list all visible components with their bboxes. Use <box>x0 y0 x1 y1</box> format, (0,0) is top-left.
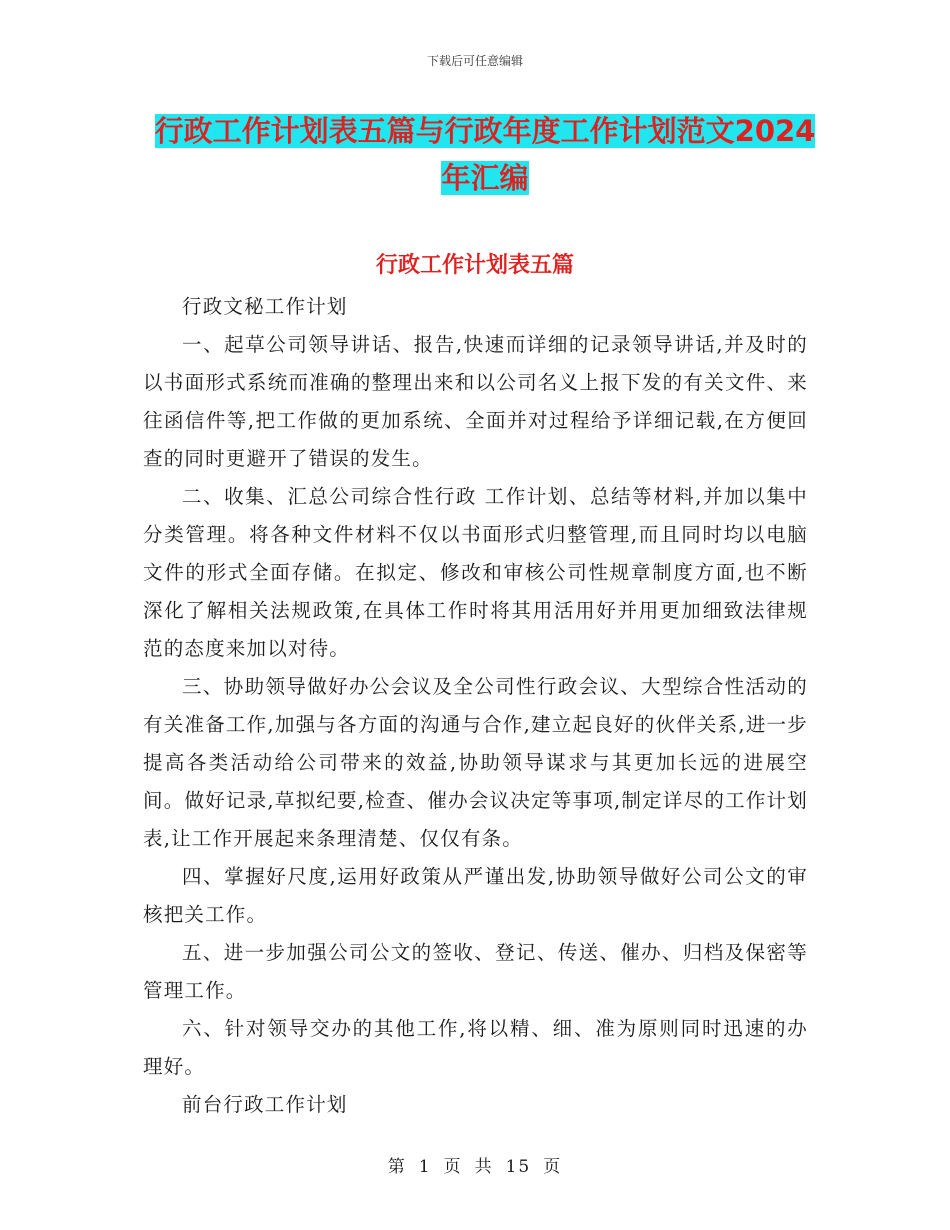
total-unit: 页 <box>543 1157 563 1177</box>
paragraph: 三、协助领导做好办公会议及全公司性行政会议、大型综合性活动的有关准备工作,加强与各方面的沟通与合作,建立起良好的伙伴关系,进一步提高各类活动给公司带来的效益,协助领导谋求与其更加长远的进展空间。做好记录,草拟纪要,检查、催办会议决定等事项,制定详尽的工作计划表,让工作开展起来条理清楚、仅仅有条。 <box>143 675 808 850</box>
paragraph: 五、进一步加强公司公文的签收、登记、传送、催办、归档及保密等管理工作。 <box>143 941 808 1002</box>
section-title: 行政工作计划表五篇 <box>375 253 574 278</box>
document-title-text: 行政工作计划表五篇与行政年度工作计划范文2024年汇编 <box>154 114 816 195</box>
document-title <box>150 108 820 202</box>
paragraph: 六、针对领导交办的其他工作,将以精、细、准为原则同时迅速的办理好。 <box>143 1017 808 1078</box>
paragraph: 四、掌握好尺度,运用好政策从严谨出发,协助领导做好公司公文的审核把关工作。 <box>143 865 808 926</box>
page-total: 15 <box>505 1157 532 1177</box>
page-footer <box>0 1152 950 1177</box>
page-number: 1 <box>418 1157 432 1177</box>
paragraph-subheading: 前台行政工作计划 <box>182 1093 348 1116</box>
paragraph: 一、起草公司领导讲话、报告,快速而详细的记录领导讲话,并及时的以书面形式系统而准确的整理出来和以公司名义上报下发的有关文件、来往函信件等,把工作做的更加系统、全面并对过程给予详细记载,在方便回查的同时更避开了错误的发生。 <box>143 333 808 470</box>
total-label: 共 <box>474 1157 494 1177</box>
page-unit: 页 <box>443 1157 463 1177</box>
page-label: 第 <box>387 1157 407 1177</box>
paragraph: 二、收集、汇总公司综合性行政 工作计划、总结等材料,并加以集中分类管理。将各种文件材料不仅以书面形式归整管理,而且同时均以电脑文件的形式全面存储。在拟定、修改和审核公司性规章制度方面,也不断深化了解相关法规政策,在具体工作时将其用活用好并用更加细致法律规范的态度来加以对待。 <box>143 485 808 660</box>
document-body <box>143 288 808 1124</box>
paragraph-subheading: 行政文秘工作计划 <box>182 295 348 318</box>
header-note: 下载后可任意编辑 <box>426 54 523 68</box>
